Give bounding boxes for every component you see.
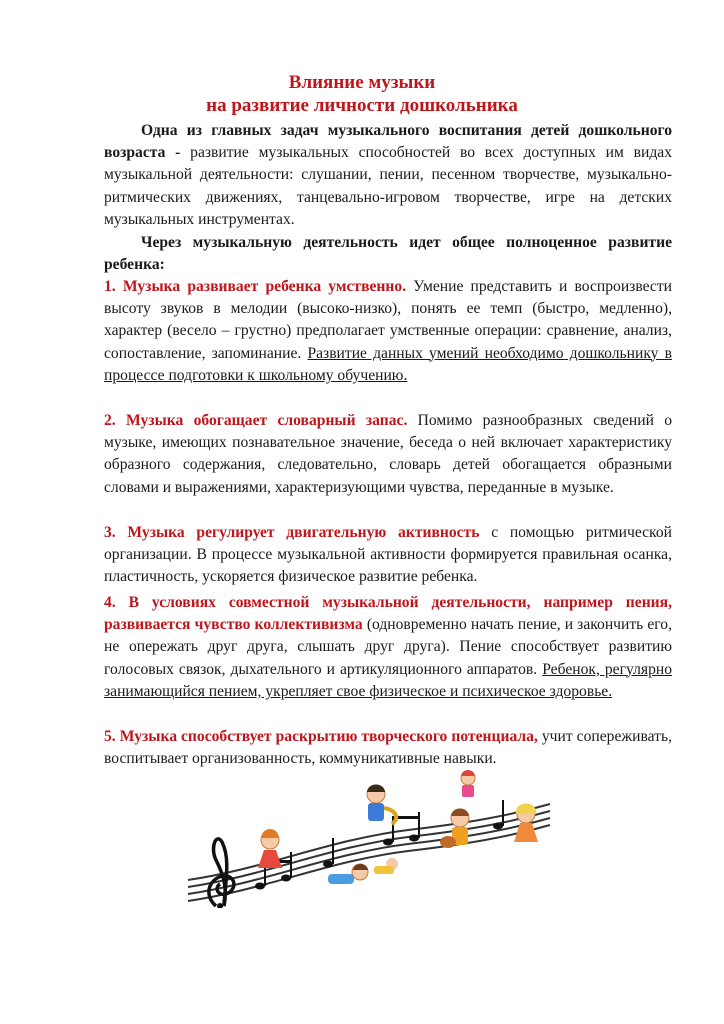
item-1-text: Умение представить и воспроизвести высоту звуков в мелодии (высоко-низко), понять ее темп (быстро, медленно), характер (весело – грустно) предполагает умственные операции: сравнение, анализ, сопоставление, запоминание. bbox=[104, 278, 672, 362]
title-line-1: Влияние музыки bbox=[288, 72, 436, 93]
item-1-heading: 1. Музыка развивает ребенка умственно. bbox=[104, 278, 407, 295]
item-5-heading: 5. Музыка способствует раскрытию творческого потенциала, bbox=[104, 728, 538, 745]
lead-paragraph: Через музыкальную деятельность идет общее полноценное развитие ребенка: bbox=[104, 234, 672, 274]
item-4 bbox=[104, 592, 672, 703]
item-3-heading: 3. Музыка регулирует двигательную активность bbox=[104, 524, 480, 541]
child-figure-boy-saxophone-icon bbox=[367, 785, 396, 825]
child-figure-boy-guitar-icon bbox=[440, 809, 469, 849]
item-3-text: с помощью ритмической организации. В процессе музыкальной активности формируется правильная осанка, пластичность, ускоряется физическое развитие ребенка. bbox=[104, 524, 672, 586]
item-2-heading: 2. Музыка обогащает словарный запас. bbox=[104, 412, 408, 429]
child-figure-top-icon bbox=[461, 770, 475, 797]
title-line-2: на развитие личности дошкольника bbox=[206, 95, 518, 116]
item-2-text: Помимо разнообразных сведений о музыке, имеющих познавательное значение, беседа о ней включает характеристику образного содержания, следовательно, словарь детей обогащается образными словами и выражениями, характеризующими чувства, переданные в музыке. bbox=[104, 412, 672, 496]
item-5-text: учит сопереживать, воспитывает организованность, коммуникативные навыки. bbox=[104, 728, 672, 768]
item-4-heading: 4. В условиях совместной музыкальной деятельности, например пения, развивается чувство коллективизма bbox=[104, 594, 672, 634]
item-4-underline: Ребенок, регулярно занимающийся пением, укрепляет свое физическое и психическое здоровье. bbox=[104, 660, 673, 700]
item-2 bbox=[104, 410, 672, 499]
item-1-underline: Развитие данных умений необходимо дошкольнику в процессе подготовки к школьному обучению. bbox=[104, 344, 672, 384]
intro-bold: Одна из главных задач музыкального воспитания детей дошкольного возраста - bbox=[104, 122, 672, 162]
intro-paragraph bbox=[104, 120, 672, 231]
music-staff-children-illustration bbox=[178, 768, 558, 908]
item-4-text: (одновременно начать пение, и закончить его, не опережать друг друга, слышать друг друга). Пение способствует развитию голосовых связок, дыхательного и артикуляционного аппаратов. bbox=[104, 616, 672, 678]
intro-rest: развитие музыкальных способностей во всех доступных им видах музыкальной деятельности: слушании, пении, песенном творчестве, музыкально-ритмических движениях, танцевально-игровом творчестве, игре на детских музыкальных инструментах. bbox=[104, 144, 672, 228]
item-5 bbox=[104, 726, 672, 770]
item-3 bbox=[104, 522, 672, 589]
item-1 bbox=[104, 276, 672, 387]
child-figure-girl-icon bbox=[258, 829, 282, 868]
child-figure-lying-icon bbox=[328, 858, 398, 884]
